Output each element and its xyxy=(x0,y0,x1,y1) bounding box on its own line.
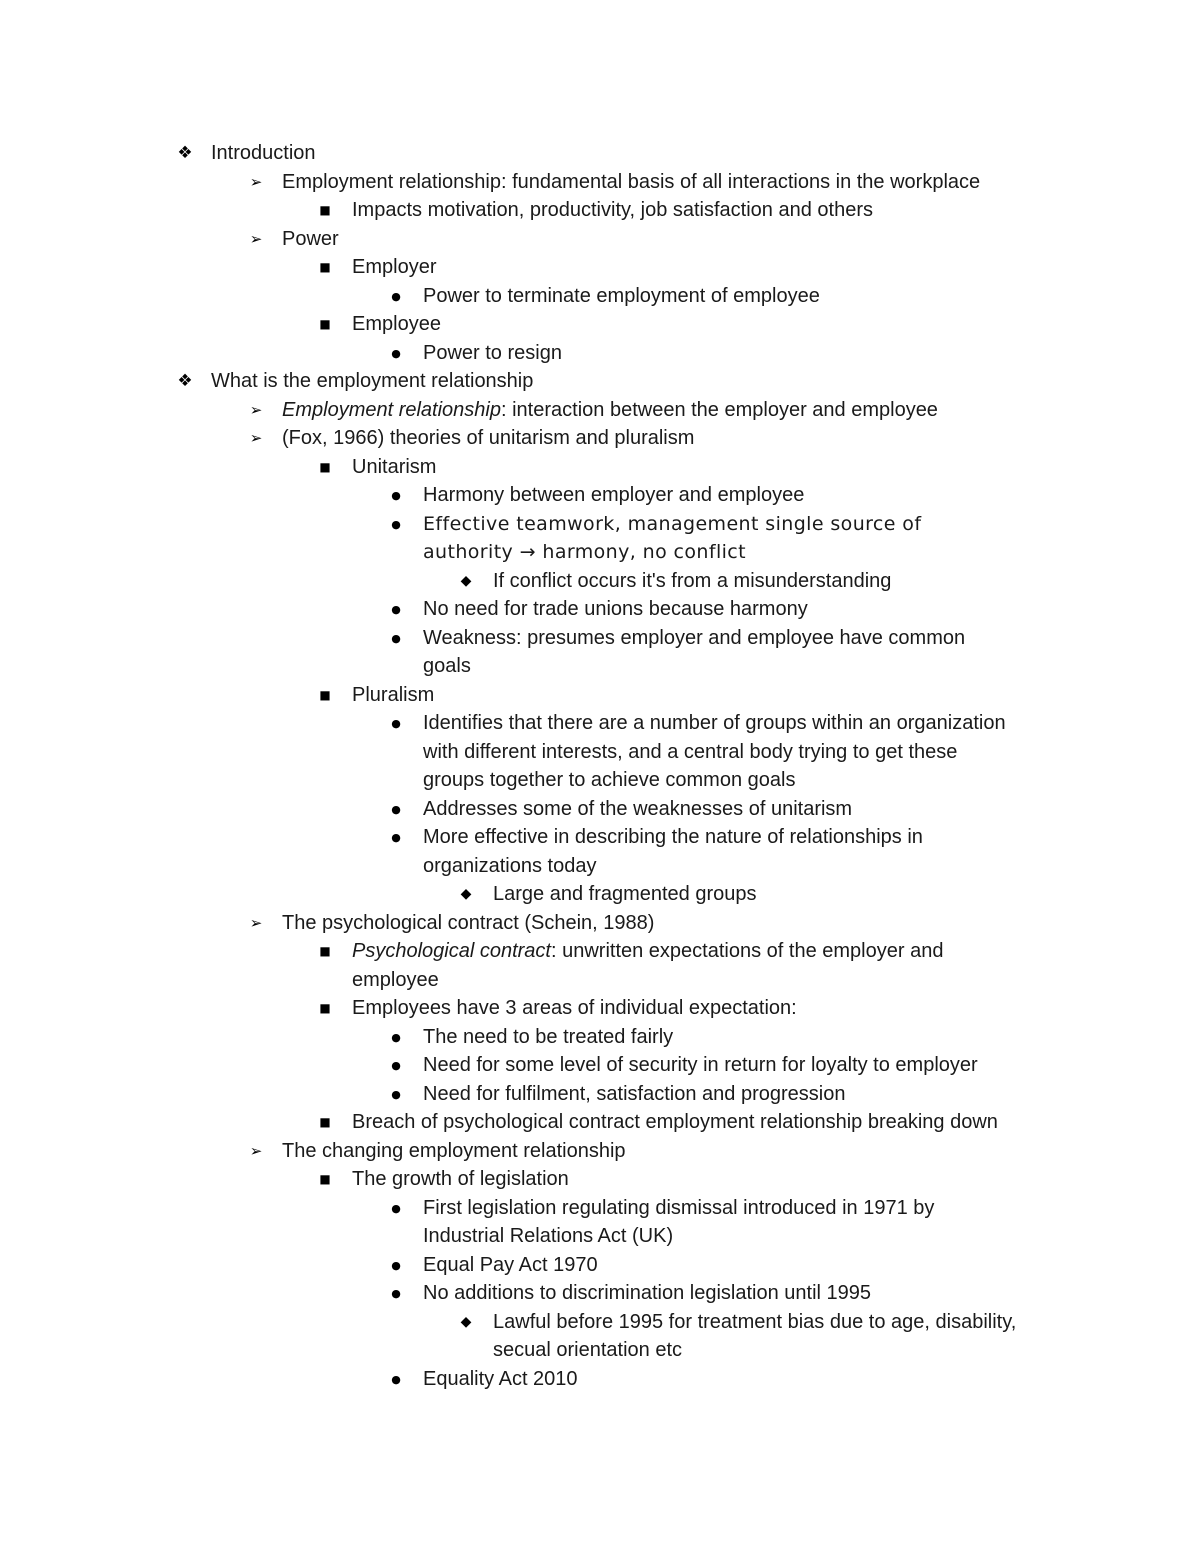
outline-text xyxy=(352,937,943,966)
bullet-marker-icon: ● xyxy=(391,1258,401,1272)
line-text: Employees have 3 areas of individual expectation: xyxy=(352,997,797,1019)
outline-line xyxy=(0,852,1200,881)
bullet-marker-icon: ● xyxy=(391,1287,401,1300)
bullet-marker-icon: ● xyxy=(391,1030,401,1044)
outline-line xyxy=(0,1336,1200,1365)
bullet-marker-icon: ■ xyxy=(319,1172,331,1186)
outline-line xyxy=(0,196,1200,225)
line-text: Introduction xyxy=(211,142,316,164)
outline-text xyxy=(423,1222,673,1251)
outline-line xyxy=(0,282,1200,311)
line-text: Power to terminate employment of employee xyxy=(423,284,820,307)
outline-text xyxy=(352,681,434,710)
outline-text xyxy=(352,966,439,995)
line-text: Employer xyxy=(352,256,437,278)
line-text: : unwritten expectations of the employer and xyxy=(550,940,944,962)
line-text: (Fox, 1966) theories of unitarism and pluralism xyxy=(282,427,695,449)
outline-text xyxy=(352,994,797,1023)
outline-text xyxy=(352,1165,569,1194)
outline-line xyxy=(0,966,1200,995)
line-text: Equal Pay Act 1970 xyxy=(423,1253,598,1276)
outline-text xyxy=(352,310,441,339)
line-text: groups together to achieve common goals xyxy=(423,769,796,791)
outline-line xyxy=(0,795,1200,824)
outline-text xyxy=(211,367,533,396)
outline-line xyxy=(0,909,1200,938)
outline-text xyxy=(352,453,436,482)
outline-line xyxy=(0,1222,1200,1251)
bullet-marker-icon: ● xyxy=(391,831,401,844)
line-text: Pluralism xyxy=(352,683,435,706)
line-text: Unitarism xyxy=(352,455,437,478)
line-text: Weakness: presumes employer and employee have common xyxy=(423,626,966,649)
line-text: Employment relationship: fundamental basis of all interactions in the workplace xyxy=(282,170,981,193)
line-text: secual orientation etc xyxy=(493,1339,683,1361)
line-text: Large and fragmented groups xyxy=(493,883,757,905)
bullet-marker-icon: ■ xyxy=(319,1001,331,1015)
outline-text xyxy=(423,595,808,624)
line-text: Addresses some of the weaknesses of unitarism xyxy=(423,797,853,820)
outline-line xyxy=(0,1365,1200,1394)
outline-line xyxy=(0,453,1200,482)
line-text: What is the employment relationship xyxy=(211,370,534,392)
outline-line xyxy=(0,1023,1200,1052)
line-text: The growth of legislation xyxy=(352,1168,569,1190)
outline-line xyxy=(0,766,1200,795)
bullet-marker-icon: ➢ xyxy=(249,429,263,447)
line-text: More effective in describing the nature of relationships in xyxy=(423,826,923,848)
bullet-marker-icon: ➢ xyxy=(249,913,263,932)
bullet-marker-icon: ● xyxy=(391,1201,401,1215)
outline-line xyxy=(0,396,1200,425)
outline-text xyxy=(423,624,965,653)
outline-text xyxy=(423,282,820,311)
bullet-marker-icon: ■ xyxy=(319,317,331,331)
outline-line xyxy=(0,1308,1200,1337)
outline-text xyxy=(423,766,795,795)
bullet-marker-icon: ● xyxy=(391,489,401,502)
outline-text xyxy=(423,339,562,368)
bullet-marker-icon: ● xyxy=(391,631,401,645)
line-text: Power xyxy=(282,227,339,250)
bullet-marker-icon: ■ xyxy=(319,459,331,474)
outline-line xyxy=(0,510,1200,539)
bullet-marker-icon: ■ xyxy=(319,260,331,274)
line-text: goals xyxy=(423,655,471,677)
bullet-marker-icon: ◆ xyxy=(460,572,472,589)
outline-line xyxy=(0,339,1200,368)
line-text: organizations today xyxy=(423,854,597,877)
outline-line xyxy=(0,880,1200,909)
outline-text xyxy=(423,1194,934,1223)
outline-text xyxy=(352,196,873,225)
outline-text xyxy=(282,225,339,254)
line-text: employee xyxy=(352,968,439,991)
bullet-marker-icon: ■ xyxy=(319,203,331,217)
line-text: The changing employment relationship xyxy=(282,1139,626,1162)
outline-text xyxy=(282,909,654,938)
outline-line xyxy=(0,1137,1200,1166)
outline-line xyxy=(0,1279,1200,1308)
line-text: The psychological contract (Schein, 1988) xyxy=(282,911,655,934)
line-text: : interaction between the employer and employee xyxy=(501,398,938,421)
italic-term: Psychological contract xyxy=(352,940,551,962)
line-text: Power to resign xyxy=(423,341,562,364)
outline-text xyxy=(423,510,921,539)
outline-line xyxy=(0,310,1200,339)
outline-text xyxy=(423,1051,978,1080)
outline-line xyxy=(0,681,1200,710)
outline-line xyxy=(0,738,1200,767)
bullet-marker-icon: ❖ xyxy=(177,371,193,391)
bullet-marker-icon: ■ xyxy=(319,687,331,702)
outline-text xyxy=(493,1308,1016,1337)
line-text: No need for trade unions because harmony xyxy=(423,598,808,620)
bullet-marker-icon: ■ xyxy=(319,944,331,958)
line-text: Lawful before 1995 for treatment bias due to age, disability, xyxy=(493,1310,1017,1333)
bullet-marker-icon: ● xyxy=(391,1372,401,1386)
outline-text xyxy=(352,253,436,282)
outline-line xyxy=(0,139,1200,168)
outline-text xyxy=(493,880,757,909)
line-text: If conflict occurs it's from a misunderstanding xyxy=(493,569,892,592)
outline-line xyxy=(0,709,1200,738)
bullet-marker-icon: ● xyxy=(391,717,401,730)
line-text: Industrial Relations Act (UK) xyxy=(423,1225,674,1247)
outline-text xyxy=(423,1251,598,1280)
bullet-marker-icon: ➢ xyxy=(249,400,263,419)
outline-text xyxy=(423,1023,673,1052)
line-text: Impacts motivation, productivity, job satisfaction and others xyxy=(352,199,873,221)
outline-text xyxy=(423,538,746,567)
outline-text xyxy=(282,1137,626,1166)
outline-line xyxy=(0,823,1200,852)
outline-line xyxy=(0,1108,1200,1137)
line-text: Need for some level of security in return for loyalty to employer xyxy=(423,1054,978,1076)
outline-text xyxy=(423,1365,578,1394)
outline-text xyxy=(352,1108,998,1137)
outline-text xyxy=(282,168,980,197)
line-text: Identifies that there are a number of groups within an organization xyxy=(423,712,1006,734)
outline-text xyxy=(423,738,957,767)
outline-line xyxy=(0,253,1200,282)
bullet-marker-icon: ➢ xyxy=(249,229,263,248)
outline-text xyxy=(423,1080,845,1109)
italic-term: Employment relationship xyxy=(282,398,501,421)
line-text: Need for fulfilment, satisfaction and progression xyxy=(423,1082,846,1105)
outline-text xyxy=(423,709,1006,738)
line-text: Breach of psychological contract employment relationship breaking down xyxy=(352,1111,998,1133)
line-text: Equality Act 2010 xyxy=(423,1367,578,1390)
outline-text xyxy=(493,567,891,596)
outline-line xyxy=(0,652,1200,681)
outline-line xyxy=(0,225,1200,254)
outline-line xyxy=(0,937,1200,966)
bullet-marker-icon: ➢ xyxy=(249,1141,263,1160)
outline-line xyxy=(0,367,1200,396)
bullet-marker-icon: ◆ xyxy=(460,1313,472,1330)
bullet-marker-icon: ● xyxy=(391,289,401,303)
line-text: First legislation regulating dismissal introduced in 1971 by xyxy=(423,1196,935,1219)
outline-line xyxy=(0,1194,1200,1223)
outline-text xyxy=(423,795,852,824)
outline-text xyxy=(493,1336,682,1365)
outline-text xyxy=(423,1279,871,1308)
bullet-marker-icon: ● xyxy=(391,346,401,360)
outline-line xyxy=(0,1080,1200,1109)
line-text: with different interests, and a central body trying to get these xyxy=(423,740,958,763)
line-text: Harmony between employer and employee xyxy=(423,484,805,506)
bullet-marker-icon: ● xyxy=(391,802,401,816)
bullet-marker-icon: ● xyxy=(391,1059,401,1072)
line-text: Effective teamwork, management single source of xyxy=(423,512,922,535)
outline-text xyxy=(423,481,804,510)
outline-text xyxy=(282,396,938,425)
outline-text xyxy=(423,823,923,852)
bullet-marker-icon: ➢ xyxy=(249,172,263,191)
bullet-marker-icon: ❖ xyxy=(177,143,193,163)
bullet-marker-icon: ◆ xyxy=(460,886,472,902)
outline-line xyxy=(0,481,1200,510)
bullet-marker-icon: ● xyxy=(391,517,401,531)
outline-line xyxy=(0,538,1200,567)
line-text: authority → harmony, no conflict xyxy=(423,541,747,563)
outline-line xyxy=(0,624,1200,653)
outline-line xyxy=(0,994,1200,1023)
line-text: Employee xyxy=(352,313,441,335)
outline-text xyxy=(282,424,694,453)
outline-line xyxy=(0,168,1200,197)
outline-text xyxy=(211,139,316,168)
outline-line xyxy=(0,1165,1200,1194)
bullet-marker-icon: ■ xyxy=(319,1115,331,1129)
outline-text xyxy=(423,652,471,681)
bullet-marker-icon: ● xyxy=(391,1087,401,1101)
line-text: No additions to discrimination legislation until 1995 xyxy=(423,1282,872,1304)
bullet-marker-icon: ● xyxy=(391,603,401,616)
outline-line xyxy=(0,567,1200,596)
outline-line xyxy=(0,1251,1200,1280)
outline-line xyxy=(0,424,1200,453)
line-text: The need to be treated fairly xyxy=(423,1025,674,1048)
outline-line xyxy=(0,1051,1200,1080)
outline-line xyxy=(0,595,1200,624)
outline-text xyxy=(423,852,596,881)
